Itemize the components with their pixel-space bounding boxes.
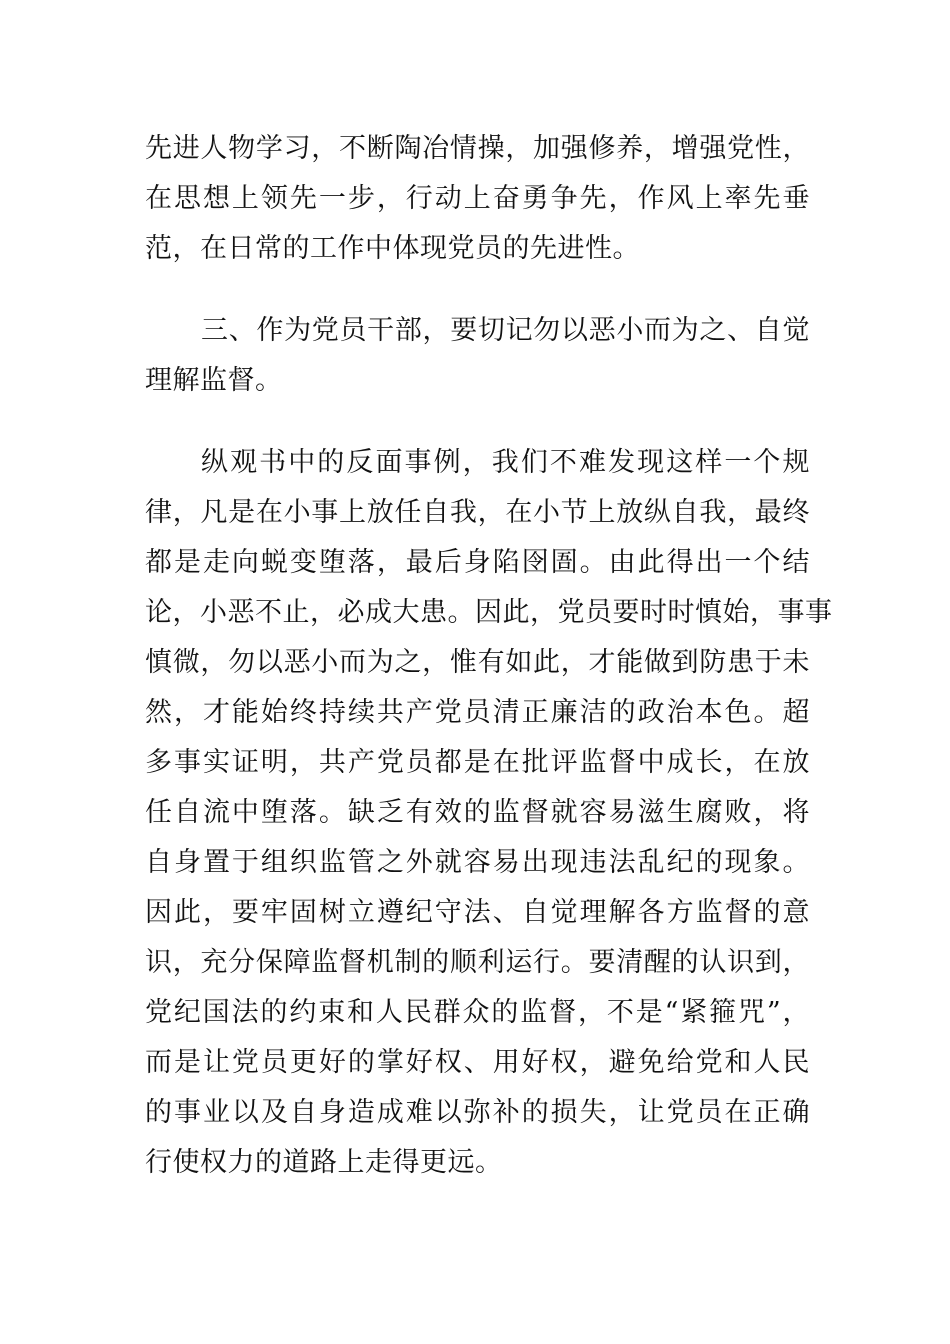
paragraph-line: 因此，要牢固树立遵纪守法、自觉理解各方监督的意 xyxy=(145,897,810,928)
paragraph-continuation xyxy=(145,124,810,274)
paragraph-line: 的事业以及自身造成难以弥补的损失，让党员在正确 xyxy=(145,1097,810,1128)
heading-line: 三、作为党员干部，要切记勿以恶小而为之、自觉 xyxy=(201,315,810,346)
paragraph-line: 识，充分保障监督机制的顺利运行。要清醒的认识到， xyxy=(145,947,810,978)
paragraph-line: 自身置于组织监管之外就容易出现违法乱纪的现象。 xyxy=(145,847,810,878)
paragraph-gap xyxy=(145,274,810,306)
paragraph-line: 在思想上领先一步，行动上奋勇争先，作风上率先垂 xyxy=(145,183,810,214)
paragraph-line: 纵观书中的反面事例，我们不难发现这样一个规 xyxy=(201,447,810,478)
paragraph-line: 党纪国法的约束和人民群众的监督，不是“紧箍咒”， xyxy=(145,997,810,1028)
paragraph-line: 都是走向蜕变堕落，最后身陷囹圄。由此得出一个结 xyxy=(145,547,810,578)
paragraph-line: 慎微，勿以恶小而为之，惟有如此，才能做到防患于未 xyxy=(145,647,810,678)
section-heading xyxy=(145,306,810,406)
paragraph-line: 律，凡是在小事上放任自我，在小节上放纵自我，最终 xyxy=(145,497,810,528)
paragraph-line: 然，才能始终持续共产党员清正廉洁的政治本色。超 xyxy=(145,697,810,728)
paragraph-gap xyxy=(145,406,810,438)
body-paragraph xyxy=(145,438,833,1188)
heading-line: 理解监督。 xyxy=(145,365,283,396)
paragraph-line: 论，小恶不止，必成大患。因此，党员要时时慎始，事事 xyxy=(145,597,833,628)
paragraph-line: 先进人物学习，不断陶冶情操，加强修养，增强党性， xyxy=(145,133,810,164)
document-body xyxy=(145,124,833,1188)
paragraph-line: 范，在日常的工作中体现党员的先进性。 xyxy=(145,233,640,264)
paragraph-line: 多事实证明，共产党员都是在批评监督中成长，在放 xyxy=(145,747,810,778)
paragraph-line: 而是让党员更好的掌好权、用好权，避免给党和人民 xyxy=(145,1047,810,1078)
paragraph-line: 行使权力的道路上走得更远。 xyxy=(145,1147,503,1178)
paragraph-line: 任自流中堕落。缺乏有效的监督就容易滋生腐败，将 xyxy=(145,797,810,828)
